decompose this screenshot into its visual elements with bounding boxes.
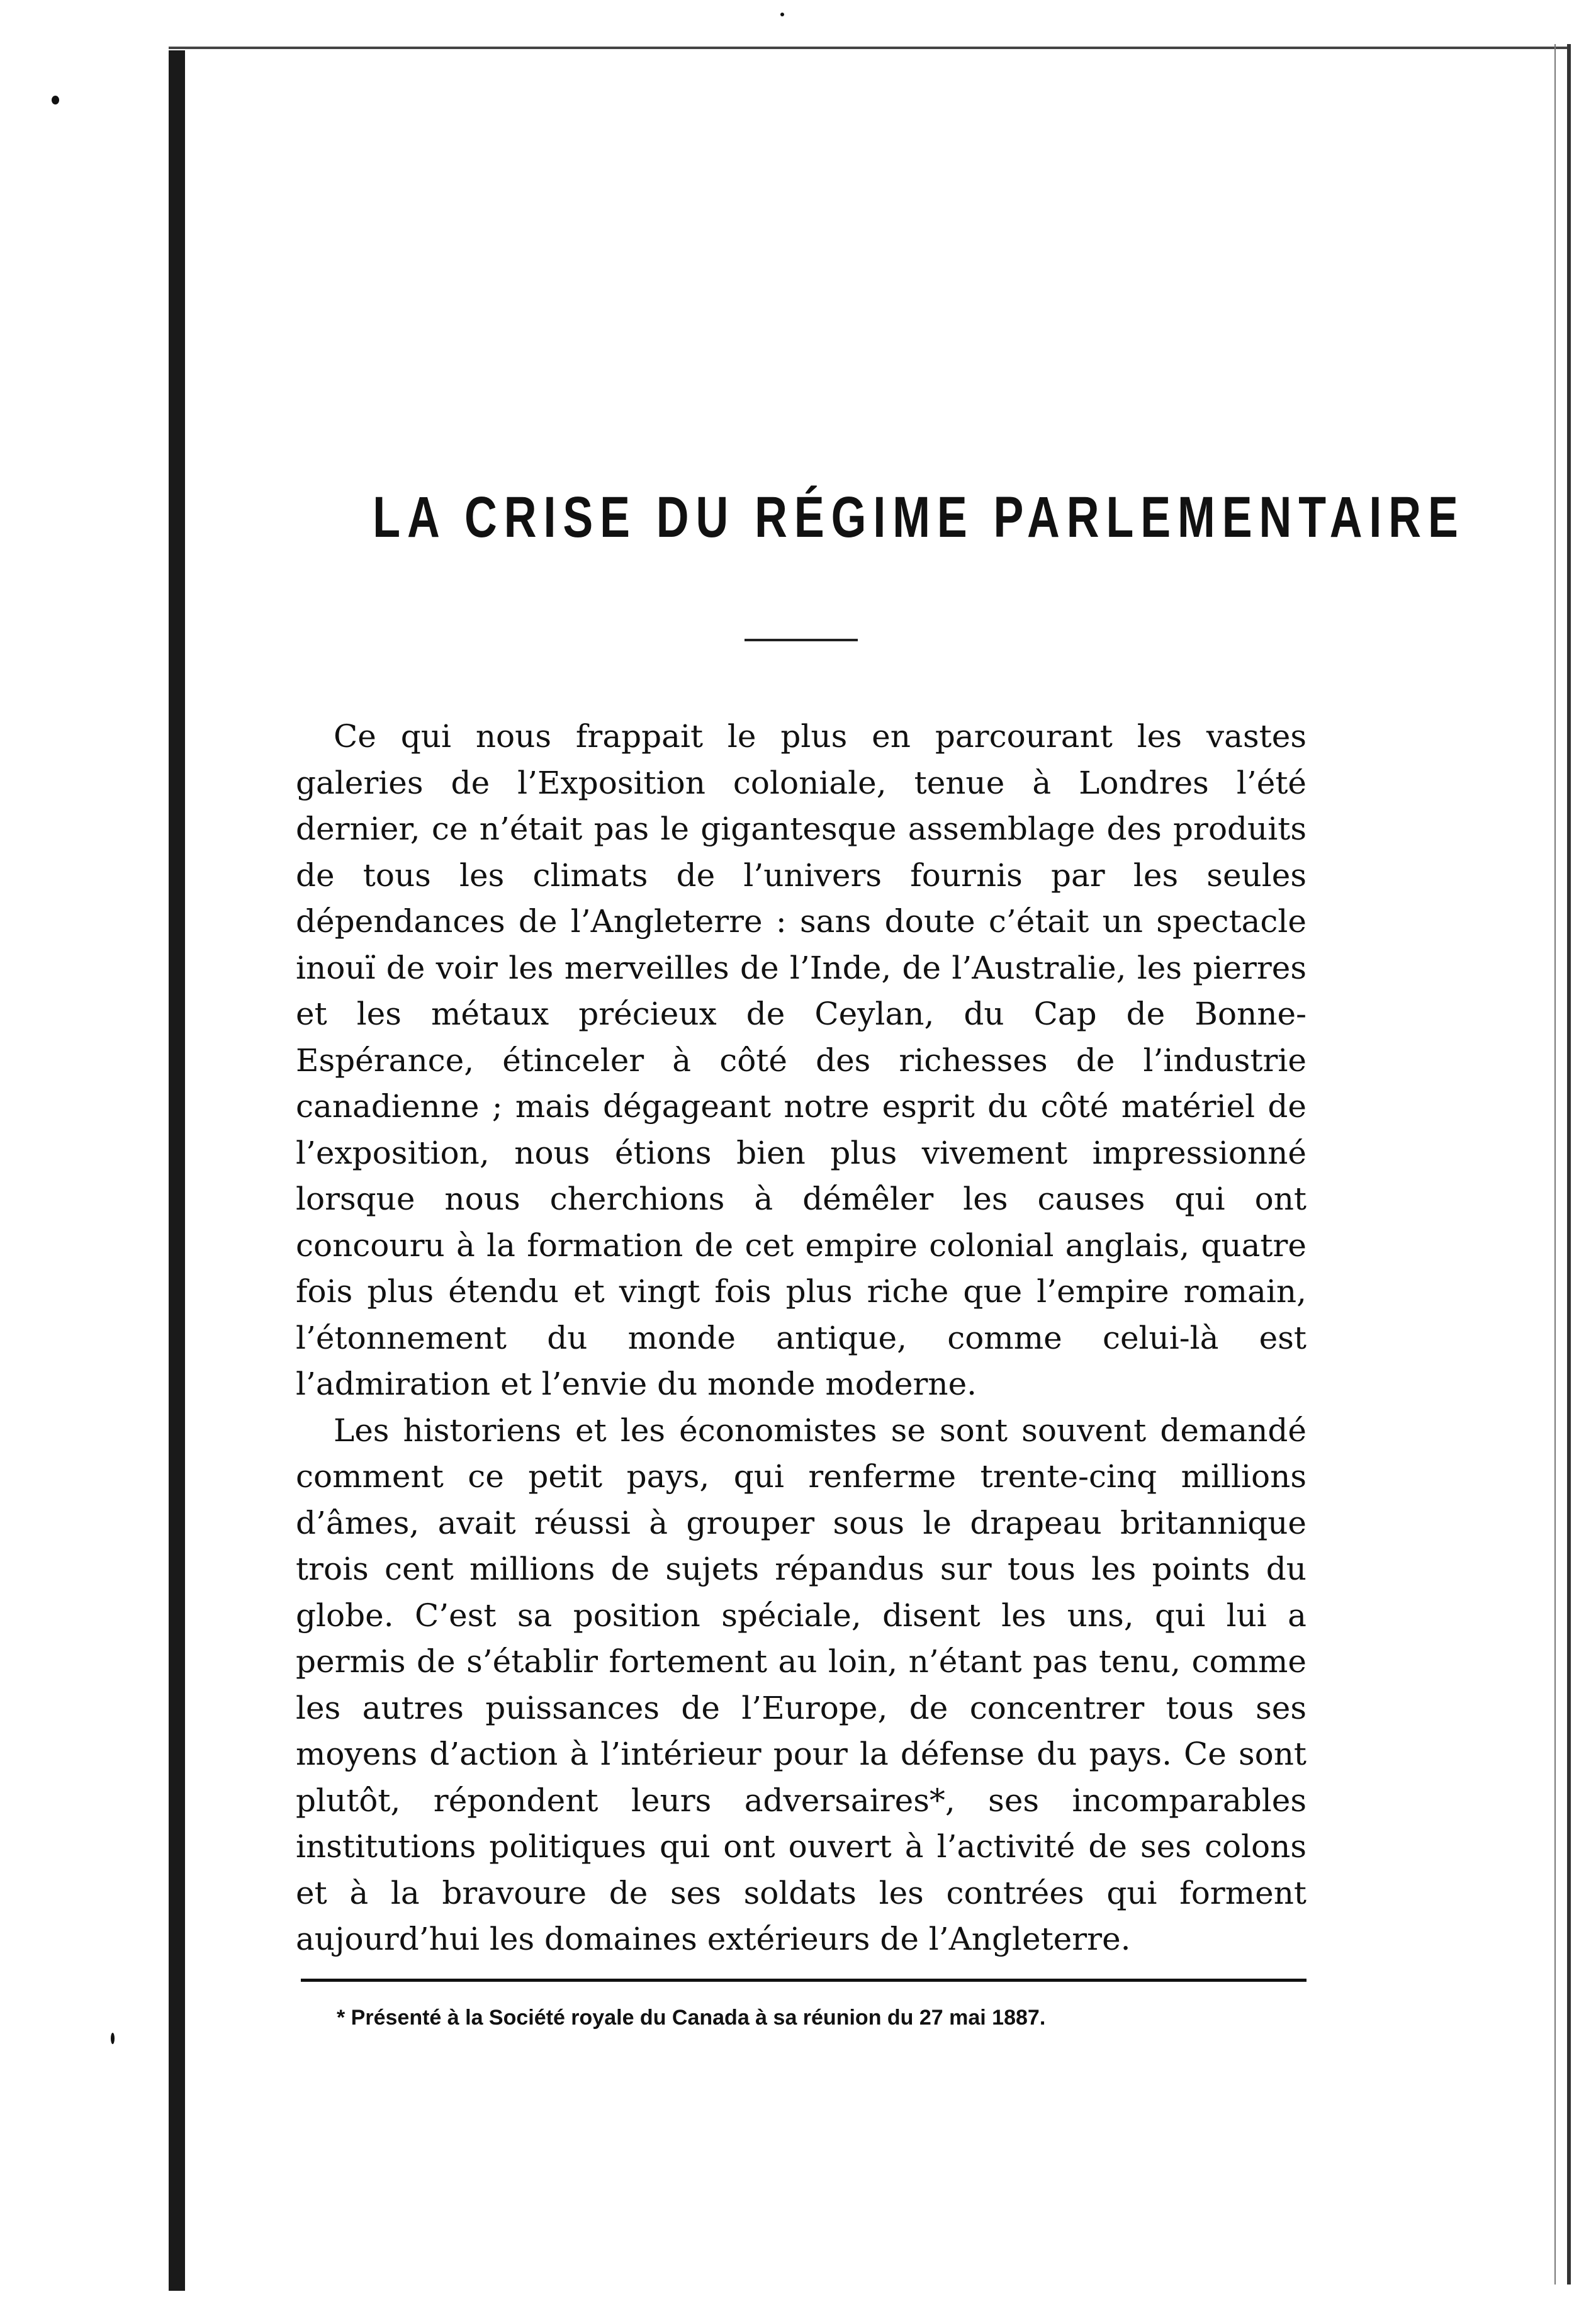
paragraph-1: Ce qui nous frappait le plus en parcourant les vastes galeries de l’Exposition coloniale, tenue à Londres l’été dernier, ce n’était pas le gigantesque assemblage des produits de tous les climats de l’univers fournis par les seules dépendances de l’Angleterre : sans doute c’était un spectacle inouï de voir les merveilles de l’Inde, de l’Australie, les pierres et les métaux précieux de Ceylan, du Cap de Bonne-Espérance, étinceler à côté des richesses de l’industrie canadienne ; mais dégageant notre esprit du côté matériel de l’exposition, nous étions bien plus vivement impressionné lorsque nous cherchions à démêler les causes qui ont concouru à la formation de cet empire colonial anglais, quatre fois plus étendu et vingt fois plus riche que l’empire romain, l’étonnement du monde antique, comme celui-là est l’admiration et l’envie du monde moderne. xyxy=(296,718,1307,1402)
scan-right-edge xyxy=(1567,44,1571,2284)
scan-binding-edge xyxy=(169,50,185,2291)
scan-top-edge xyxy=(169,47,1571,49)
footnote-divider xyxy=(301,1979,1307,1982)
scan-speck xyxy=(780,13,784,16)
scan-speck xyxy=(111,2033,115,2044)
scan-speck xyxy=(52,96,59,104)
body-text xyxy=(296,714,1307,1963)
page-title: LA CRISE DU RÉGIME PARLEMENTAIRE xyxy=(373,485,1465,549)
paragraph-2: Les historiens et les économistes se sont souvent demandé comment ce petit pays, qui renferme trente-cinq millions d’âmes, avait réussi à grouper sous le drapeau britannique trois cent millions de sujets répandus sur tous les points du globe. C’est sa position spéciale, disent les uns, qui lui a permis de s’établir fortement au loin, n’étant pas tenu, comme les autres puissances de l’Europe, de concentrer tous ses moyens d’action à l’intérieur pour la défense du pays. Ce sont plutôt, répondent leurs adversaires*, ses incomparables institutions politiques qui ont ouvert à l’activité de ses colons et à la bravoure de ses soldats les contrées qui forment aujourd’hui les domaines extérieurs de l’Angleterre. xyxy=(296,1412,1307,1957)
title-divider xyxy=(745,639,858,641)
footnote: * Présenté à la Société royale du Canada à sa réunion du 27 mai 1887. xyxy=(337,2006,1046,2030)
scan-right-edge-shadow xyxy=(1554,44,1556,2284)
